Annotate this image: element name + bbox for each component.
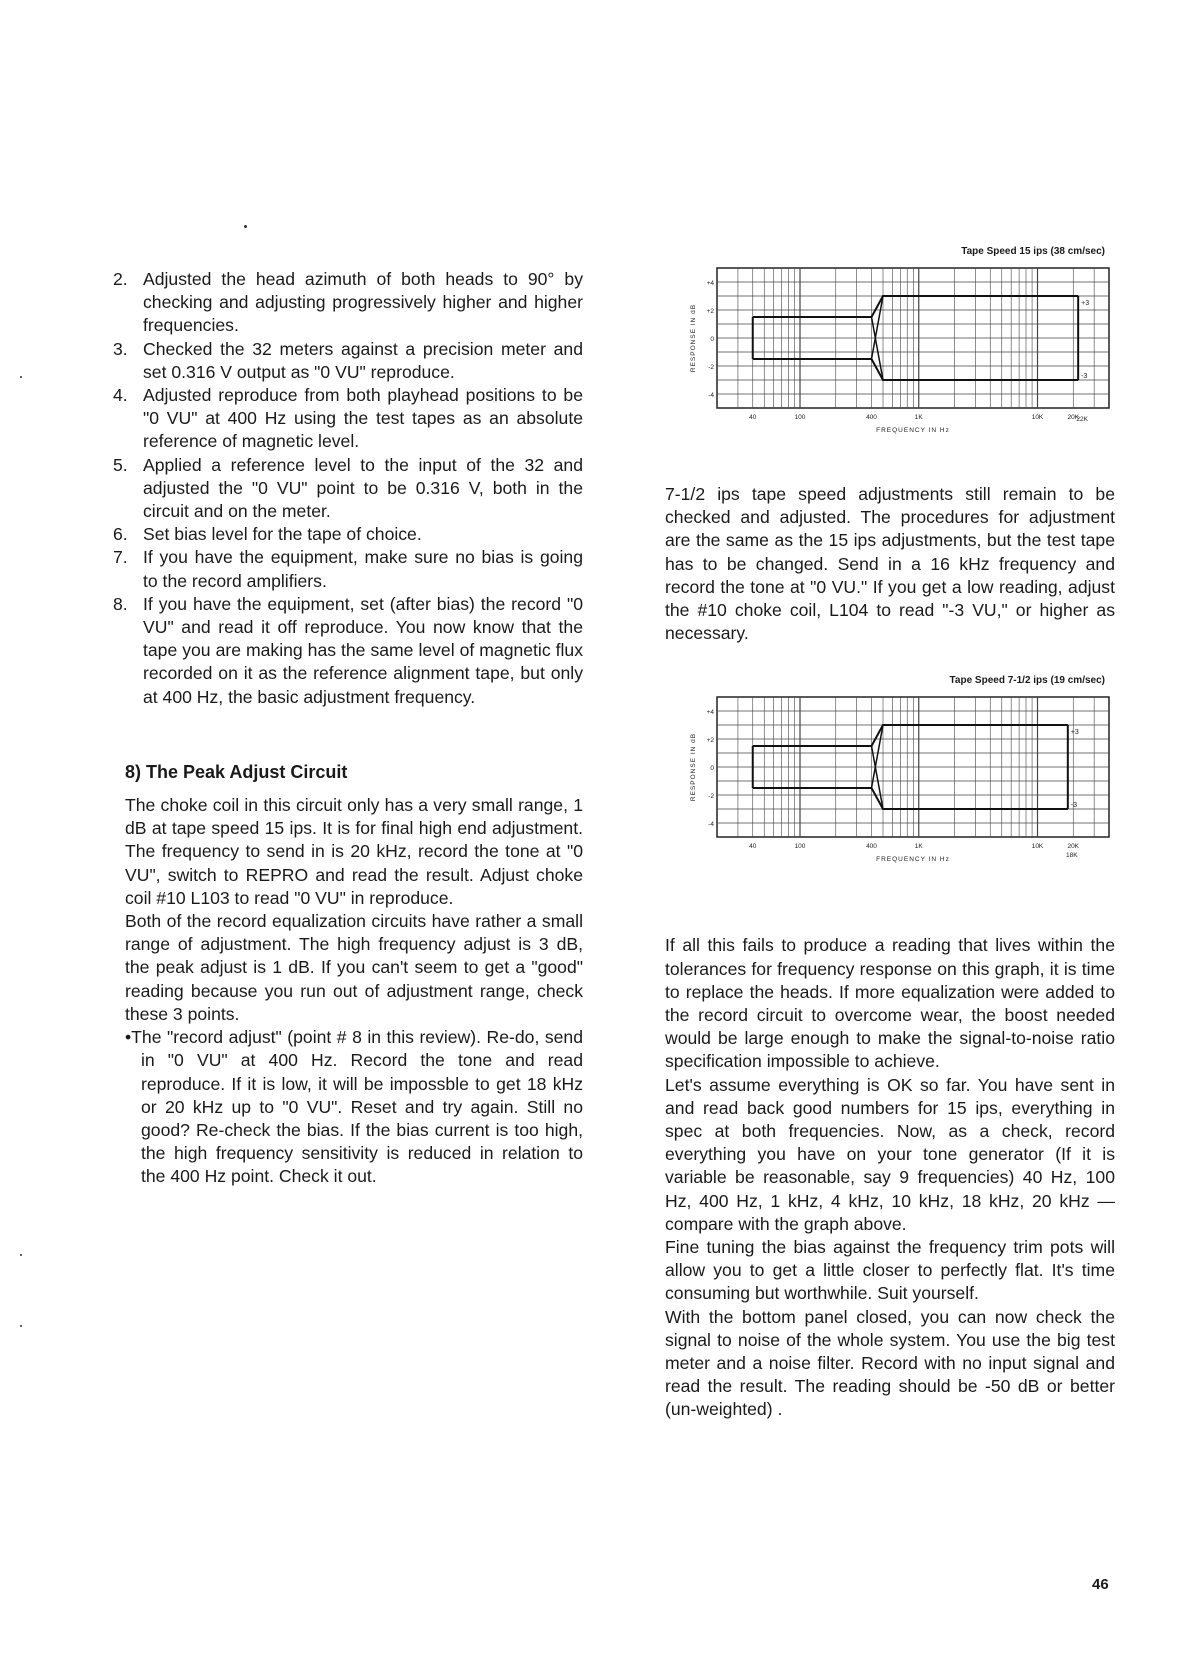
x-tick-label: 100	[794, 414, 806, 421]
upper-tolerance-label: +3	[1070, 729, 1079, 737]
section-heading: 8) The Peak Adjust Circuit	[125, 761, 348, 782]
list-item: 7. If you have the equipment, make sure no bias is going to the record amplifiers.	[113, 547, 583, 591]
x-tick-label: 18K	[1066, 852, 1078, 860]
paragraph: 7-1/2 ips tape speed adjustments still remain to be checked and adjusted. The procedures for adjustment are the same as the 15 ips adjustments, but the test tape has to be changed. Send in a 16 kHz frequency and record the tone at "0 VU." If you get a low reading, adjust the #10 choke coil, L104 to read "-3 VU," or higher as necessary.	[665, 484, 1115, 644]
left-column	[113, 268, 583, 1189]
paragraph: Let's assume everything is OK so far. You have sent in and read back good numbers for 15 ips, everything in spec at both frequencies. Now, as a check, record everything you have on your tone generator (If it is variable be reasonable, say 9 frequencies) 40 Hz, 100 Hz, 400 Hz, 1 kHz, 4 kHz, 10 kHz, 18 kHz, 20 kHz — compare with the graph above.	[665, 1074, 1115, 1234]
lower-tolerance-line	[753, 359, 1078, 380]
x-tick-label: 400	[866, 843, 877, 851]
chart-plot	[677, 687, 1117, 872]
y-tick-label: 0	[710, 336, 714, 343]
upper-tolerance-label: +3	[1081, 300, 1090, 307]
x-tick-label: 10K	[1031, 414, 1044, 421]
list-item: 2. Adjusted the head azimuth of both heads to 90° by checking and adjusting progressively higher and higher frequencies.	[113, 269, 583, 336]
y-axis-label: RESPONSE IN dB	[690, 733, 697, 802]
y-tick-label: +4	[706, 280, 714, 287]
y-axis-label: RESPONSE IN dB	[690, 303, 697, 373]
scan-mark	[20, 376, 22, 378]
chart-title: Tape Speed 15 ips (38 cm/sec)	[961, 246, 1105, 257]
scan-mark	[20, 1325, 22, 1327]
lower-tolerance-label: -3	[1081, 373, 1088, 380]
y-tick-label: +4	[706, 709, 714, 717]
x-tick-label: 40	[749, 414, 757, 421]
y-tick-label: -2	[708, 364, 714, 371]
x-tick-label: 10K	[1031, 843, 1044, 851]
list-item: 5. Applied a reference level to the input of the 32 and adjusted the "0 VU" point to be 0.316 V, both in the circuit and on the meter.	[113, 454, 583, 522]
list-item: 4. Adjusted reproduce from both playhead positions to be "0 VU" at 400 Hz using the test tapes as an absolute reference of magnetic level.	[113, 385, 583, 452]
upper-tolerance-line	[753, 296, 1078, 317]
list-item: 3. Checked the 32 meters against a precision meter and set 0.316 V output as "0 VU" reproduce.	[113, 338, 583, 382]
paragraph: The choke coil in this circuit only has a very small range, 1 dB at tape speed 15 ips. It is for final high end adjustment. The frequency to send in is 20 kHz, record the tone at "0 VU", switch to REPRO and read the result. Adjust choke coil #10 L103 to read "0 VU" in reproduce.	[125, 795, 583, 908]
frequency-response-chart-15ips	[677, 246, 1115, 443]
paragraph: Fine tuning the bias against the frequency trim pots will allow you to get a little closer to perfectly flat. It's time consuming but worthwhile. Suit yourself.	[665, 1237, 1115, 1304]
scan-mark	[20, 1254, 22, 1256]
x-tick-label: 20K	[1067, 843, 1080, 851]
bullet-paragraph: •The "record adjust" (point # 8 in this review). Re-do, send in "0 VU" at 400 Hz. Record the tone and read reproduce. If it is low, it will be impossble to get 18 kHz or 20 kHz up to "0 VU". Reset and try again. Still no good? Re-check the bias. If the bias current is too high, the high frequency sensitivity is reduced in relation to the 400 Hz point. Check it out.	[125, 1027, 583, 1187]
frequency-response-chart-7-5ips	[677, 675, 1115, 872]
x-tick-label: 100	[794, 843, 806, 851]
x-tick-label: 22K	[1076, 416, 1088, 423]
y-tick-label: -2	[708, 793, 714, 801]
paragraph: If all this fails to produce a reading that lives within the tolerances for frequency response on this graph, it is time to replace the heads. If more equalization were added to the record circuit to overcome wear, the boost needed would be large enough to make the signal-to-noise ratio specification impossible to achieve.	[665, 935, 1115, 1072]
paragraph: With the bottom panel closed, you can now check the signal to noise of the whole system. You use the big test meter and a noise filter. Record with no input signal and read the result. The reading should be -50 dB or better (un-weighted) .	[665, 1306, 1115, 1420]
procedure-steps	[113, 268, 583, 709]
x-axis-label: FREQUENCY IN Hz	[876, 856, 950, 864]
x-tick-label: 40	[749, 843, 757, 851]
scan-mark	[244, 225, 247, 228]
y-tick-label: +2	[706, 308, 714, 315]
y-tick-label: -4	[708, 821, 714, 829]
x-tick-label: 1K	[914, 843, 923, 851]
list-item: 6. Set bias level for the tape of choice.	[113, 524, 422, 545]
y-tick-label: 0	[710, 765, 714, 773]
paragraph: Both of the record equalization circuits have rather a small range of adjustment. The high frequency adjust is 3 dB, the peak adjust is 1 dB. If you can't seem to get a "good" reading because you run out of adjustment range, check these 3 points.	[125, 911, 583, 1024]
x-tick-label: 20K	[1067, 414, 1080, 421]
y-tick-label: +2	[706, 737, 714, 745]
page-number: 46	[1092, 1576, 1109, 1593]
x-tick-label: 1K	[914, 414, 923, 421]
right-column	[665, 246, 1115, 1422]
list-item: 8. If you have the equipment, set (after bias) the record "0 VU" and read it off reproduce. You now know that the tape you are making has the same level of magnetic flux recorded on it as the reference alignment tape, but only at 400 Hz, the basic adjustment frequency.	[113, 593, 583, 707]
y-tick-label: -4	[708, 392, 714, 399]
chart-plot	[677, 258, 1117, 443]
chart-title: Tape Speed 7-1/2 ips (19 cm/sec)	[949, 675, 1105, 687]
lower-tolerance-label: -3	[1070, 802, 1078, 810]
x-axis-label: FREQUENCY IN Hz	[876, 427, 950, 434]
x-tick-label: 400	[866, 414, 877, 421]
